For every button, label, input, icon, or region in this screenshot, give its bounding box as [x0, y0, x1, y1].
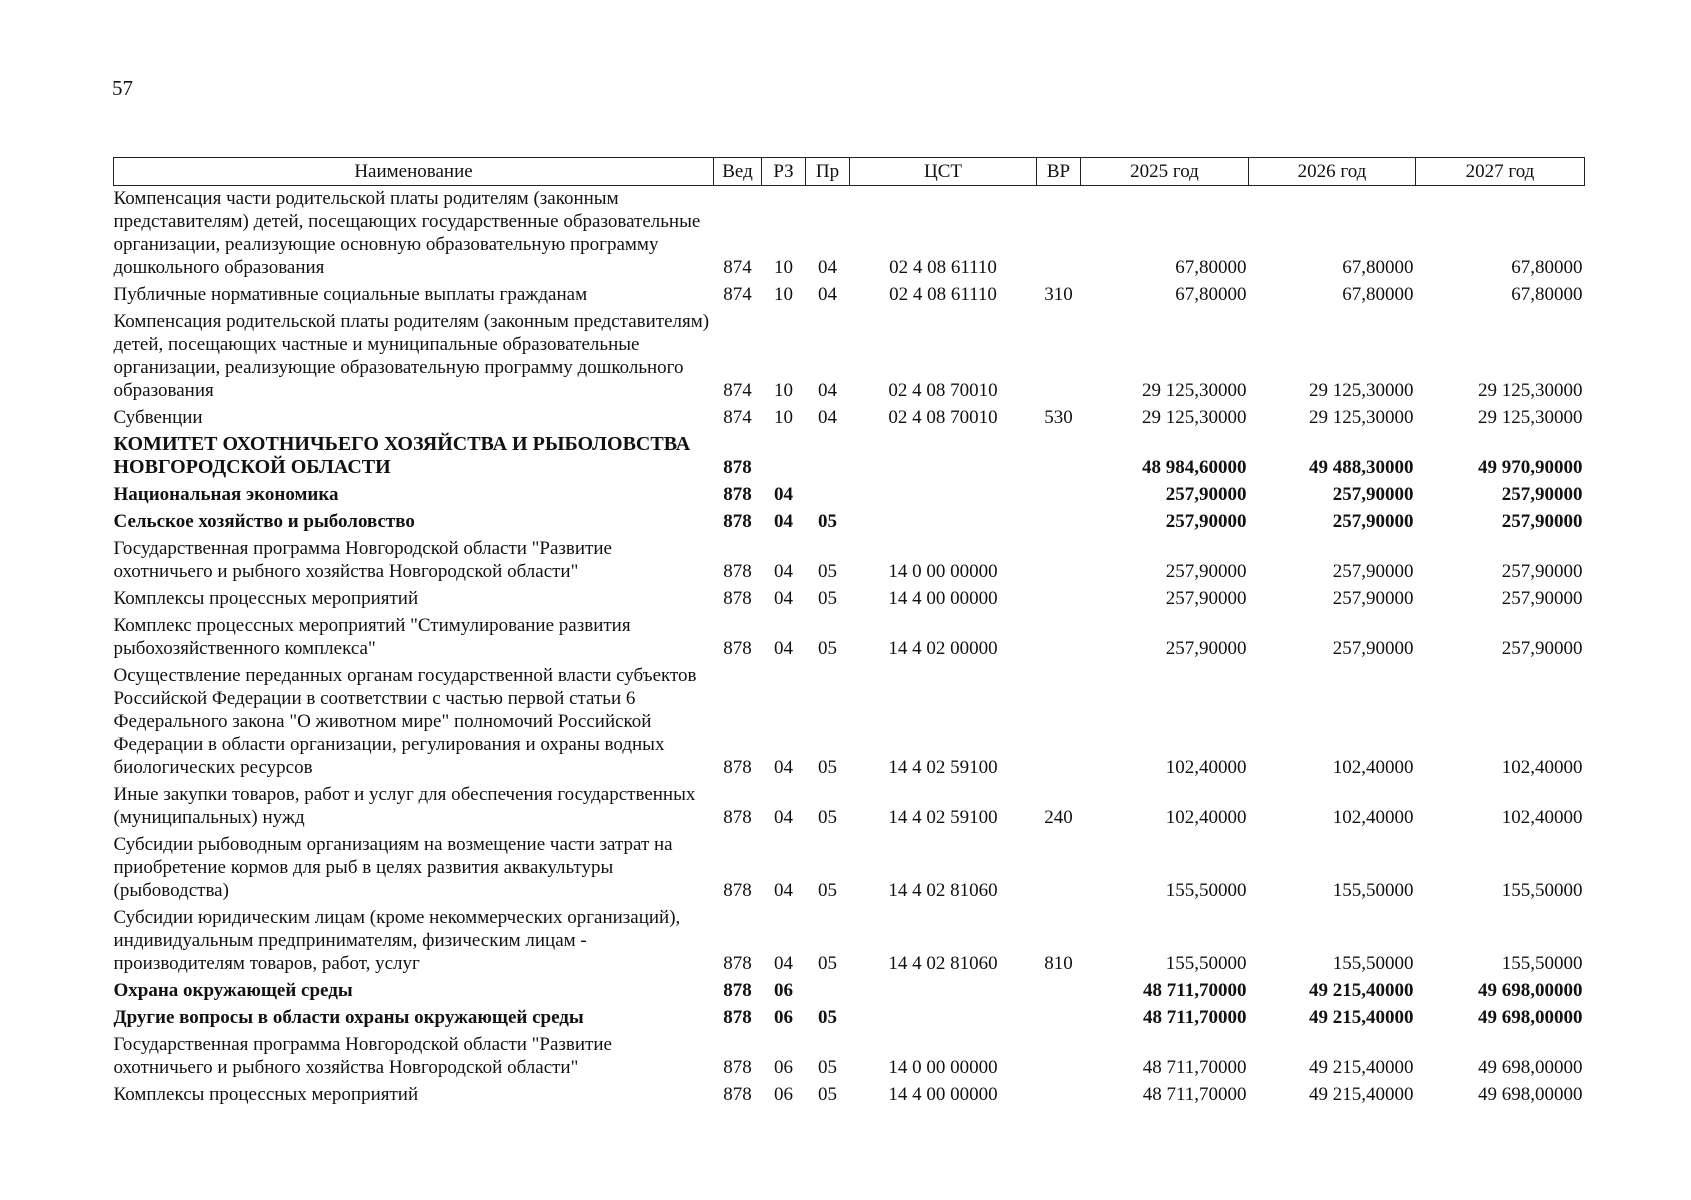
cell-2025: 29 125,30000 [1142, 380, 1247, 401]
cell-vr: 530 [1044, 407, 1073, 428]
cell-name: Комплексы процессных мероприятий [113, 1084, 419, 1105]
table-row [114, 613, 1585, 663]
cell-rz: 10 [774, 257, 793, 278]
cell-ved: 878 [723, 511, 752, 532]
cell-2027: 257,90000 [1501, 561, 1583, 582]
cell-cst: 14 0 00 00000 [888, 561, 998, 582]
cell-2027: 257,90000 [1501, 484, 1583, 505]
cell-name: Субвенции [113, 407, 203, 428]
header-pr: Пр [806, 158, 850, 186]
cell-vr [1037, 586, 1081, 613]
cell-vr [1037, 978, 1081, 1005]
page-number: 57 [112, 76, 133, 100]
cell-rz: 04 [774, 807, 793, 828]
cell-2027: 102,40000 [1501, 757, 1583, 778]
cell-2025: 102,40000 [1165, 757, 1247, 778]
cell-2026: 257,90000 [1332, 484, 1414, 505]
table-body [114, 186, 1585, 1110]
table-row [114, 905, 1585, 978]
cell-2026: 49 215,40000 [1309, 1007, 1414, 1028]
cell-2026: 102,40000 [1332, 757, 1414, 778]
table-row [114, 482, 1585, 509]
table-row [114, 663, 1585, 782]
cell-2026: 257,90000 [1332, 638, 1414, 659]
cell-cst [850, 432, 1037, 482]
cell-vr: 310 [1044, 284, 1073, 305]
cell-cst: 14 4 02 00000 [888, 638, 998, 659]
cell-ved: 878 [723, 807, 752, 828]
cell-cst [850, 482, 1037, 509]
cell-ved: 874 [723, 380, 752, 401]
cell-2026: 155,50000 [1332, 880, 1414, 901]
cell-2026: 49 488,30000 [1309, 457, 1414, 478]
cell-2026: 67,80000 [1342, 257, 1414, 278]
cell-2027: 49 970,90000 [1478, 457, 1583, 478]
cell-2026: 29 125,30000 [1309, 380, 1414, 401]
cell-2027: 29 125,30000 [1478, 407, 1583, 428]
cell-ved: 878 [723, 561, 752, 582]
header-2026: 2026 год [1249, 158, 1416, 186]
table-row [114, 282, 1585, 309]
header-name: Наименование [114, 158, 714, 186]
cell-2027: 257,90000 [1501, 638, 1583, 659]
cell-2026: 49 215,40000 [1309, 1084, 1414, 1105]
cell-rz: 10 [774, 284, 793, 305]
table-row [114, 978, 1585, 1005]
cell-vr [1037, 536, 1081, 586]
cell-cst: 14 4 00 00000 [888, 588, 998, 609]
cell-name: Государственная программа Новгородской области "Развитие охотничьего и рыбного хозяйства Новгородской области" [113, 1034, 612, 1078]
cell-2025: 257,90000 [1165, 638, 1247, 659]
table-header [114, 158, 1585, 186]
cell-2025: 48 711,70000 [1142, 1057, 1247, 1078]
cell-name: Охрана окружающей среды [113, 980, 353, 1001]
cell-pr: 05 [818, 757, 837, 778]
cell-2025: 29 125,30000 [1142, 407, 1247, 428]
cell-2026: 155,50000 [1332, 953, 1414, 974]
cell-2025: 102,40000 [1165, 807, 1247, 828]
cell-2027: 67,80000 [1511, 284, 1583, 305]
cell-name: Публичные нормативные социальные выплаты гражданам [113, 284, 588, 305]
cell-2026: 257,90000 [1332, 511, 1414, 532]
cell-cst: 14 4 00 00000 [888, 1084, 998, 1105]
cell-ved: 878 [723, 484, 752, 505]
cell-ved: 878 [723, 588, 752, 609]
cell-rz: 04 [774, 588, 793, 609]
cell-2027: 155,50000 [1501, 880, 1583, 901]
cell-vr [1037, 832, 1081, 905]
table-row [114, 586, 1585, 613]
cell-vr: 240 [1044, 807, 1073, 828]
cell-name: Сельское хозяйство и рыболовство [113, 511, 415, 532]
cell-2027: 102,40000 [1501, 807, 1583, 828]
cell-pr: 05 [818, 561, 837, 582]
cell-2026: 49 215,40000 [1309, 1057, 1414, 1078]
cell-ved: 878 [723, 1084, 752, 1105]
cell-rz: 06 [774, 980, 793, 1001]
cell-rz: 04 [774, 484, 793, 505]
cell-ved: 878 [723, 638, 752, 659]
cell-2027: 257,90000 [1501, 588, 1583, 609]
cell-rz: 04 [774, 561, 793, 582]
cell-name: Компенсация части родительской платы родителям (законным представителям) детей, посещающих государственные образовательные организации, реализующие основную образовательную программу дошкольного образования [113, 188, 701, 278]
cell-vr [1037, 1032, 1081, 1082]
cell-2025: 48 711,70000 [1143, 1007, 1247, 1028]
cell-2027: 49 698,00000 [1478, 980, 1583, 1001]
header-cst: ЦСТ [850, 158, 1037, 186]
cell-2027: 49 698,00000 [1478, 1057, 1583, 1078]
cell-pr: 05 [818, 807, 837, 828]
table-row [114, 782, 1585, 832]
cell-name: КОМИТЕТ ОХОТНИЧЬЕГО ХОЗЯЙСТВА И РЫБОЛОВСТВА НОВГОРОДСКОЙ ОБЛАСТИ [113, 433, 691, 478]
cell-pr [806, 978, 850, 1005]
cell-2025: 48 711,70000 [1142, 1084, 1247, 1105]
cell-pr: 05 [818, 1007, 837, 1028]
cell-ved: 878 [723, 1007, 752, 1028]
cell-2025: 67,80000 [1175, 284, 1247, 305]
cell-2026: 257,90000 [1332, 588, 1414, 609]
table-row [114, 536, 1585, 586]
cell-2027: 155,50000 [1501, 953, 1583, 974]
cell-pr [806, 432, 850, 482]
cell-rz: 04 [774, 757, 793, 778]
cell-rz: 04 [774, 511, 793, 532]
cell-pr: 05 [818, 880, 837, 901]
table-row [114, 1082, 1585, 1109]
cell-ved: 878 [723, 980, 752, 1001]
cell-cst [850, 509, 1037, 536]
cell-vr [1037, 663, 1081, 782]
table-row [114, 309, 1585, 405]
cell-pr: 05 [818, 1084, 837, 1105]
cell-2025: 48 711,70000 [1143, 980, 1247, 1001]
cell-pr: 04 [818, 257, 837, 278]
cell-rz: 06 [774, 1057, 793, 1078]
cell-pr: 04 [818, 407, 837, 428]
cell-ved: 878 [723, 953, 752, 974]
cell-cst: 02 4 08 61110 [889, 284, 997, 305]
table-row [114, 1005, 1585, 1032]
cell-2027: 257,90000 [1501, 511, 1583, 532]
cell-pr: 05 [818, 1057, 837, 1078]
header-vr: ВР [1037, 158, 1081, 186]
cell-rz [762, 432, 806, 482]
cell-2025: 155,50000 [1165, 953, 1247, 974]
cell-2026: 67,80000 [1342, 284, 1414, 305]
cell-ved: 878 [723, 880, 752, 901]
cell-rz: 04 [774, 638, 793, 659]
header-rz: РЗ [762, 158, 806, 186]
header-ved: Вед [714, 158, 762, 186]
cell-vr [1037, 432, 1081, 482]
cell-pr: 05 [818, 511, 837, 532]
cell-cst: 02 4 08 70010 [888, 407, 998, 428]
table-row [114, 509, 1585, 536]
cell-ved: 878 [723, 457, 752, 478]
cell-cst: 02 4 08 70010 [888, 380, 998, 401]
cell-name: Комплекс процессных мероприятий "Стимулирование развития рыбохозяйственного комплекса" [113, 615, 631, 659]
cell-pr: 04 [818, 284, 837, 305]
table-row [114, 832, 1585, 905]
cell-cst: 14 0 00 00000 [888, 1057, 998, 1078]
cell-pr: 05 [818, 588, 837, 609]
cell-2027: 29 125,30000 [1478, 380, 1583, 401]
cell-rz: 06 [774, 1084, 793, 1105]
cell-cst: 02 4 08 61110 [889, 257, 997, 278]
cell-ved: 878 [723, 757, 752, 778]
budget-table [113, 157, 1585, 1109]
cell-2026: 29 125,30000 [1309, 407, 1414, 428]
cell-name: Комплексы процессных мероприятий [113, 588, 419, 609]
cell-rz: 06 [774, 1007, 793, 1028]
cell-2025: 67,80000 [1175, 257, 1247, 278]
cell-cst: 14 4 02 81060 [888, 880, 998, 901]
cell-2025: 257,90000 [1165, 484, 1247, 505]
cell-rz: 10 [774, 407, 793, 428]
table-row [114, 405, 1585, 432]
cell-2027: 49 698,00000 [1478, 1084, 1583, 1105]
cell-pr [806, 482, 850, 509]
cell-2025: 155,50000 [1165, 880, 1247, 901]
cell-2027: 67,80000 [1511, 257, 1583, 278]
cell-name: Государственная программа Новгородской области "Развитие охотничьего и рыбного хозяйства Новгородской области" [113, 538, 612, 582]
header-2025: 2025 год [1081, 158, 1249, 186]
cell-2025: 257,90000 [1165, 511, 1247, 532]
cell-cst: 14 4 02 81060 [888, 953, 998, 974]
cell-2025: 257,90000 [1165, 561, 1247, 582]
table-row [114, 1032, 1585, 1082]
table-row [114, 432, 1585, 482]
cell-2027: 49 698,00000 [1478, 1007, 1583, 1028]
cell-ved: 874 [723, 284, 752, 305]
cell-vr: 810 [1044, 953, 1073, 974]
cell-2026: 257,90000 [1332, 561, 1414, 582]
cell-2025: 257,90000 [1165, 588, 1247, 609]
cell-name: Субсидии юридическим лицам (кроме некоммерческих организаций), индивидуальным предпринимателям, физическим лицам - производителям товаров, работ, услуг [113, 907, 681, 974]
cell-cst [850, 978, 1037, 1005]
header-row [114, 158, 1585, 186]
cell-2025: 48 984,60000 [1142, 457, 1247, 478]
cell-vr [1037, 186, 1081, 283]
cell-vr [1037, 1082, 1081, 1109]
cell-rz: 10 [774, 380, 793, 401]
cell-vr [1037, 509, 1081, 536]
cell-cst: 14 4 02 59100 [888, 757, 998, 778]
cell-2026: 102,40000 [1332, 807, 1414, 828]
header-2027: 2027 год [1416, 158, 1585, 186]
cell-vr [1037, 309, 1081, 405]
cell-vr [1037, 1005, 1081, 1032]
cell-ved: 878 [723, 1057, 752, 1078]
cell-name: Компенсация родительской платы родителям (законным представителям) детей, посещающих частные и муниципальные образовательные организации, реализующие образовательную программу дошкольного образования [113, 311, 710, 401]
cell-pr: 04 [818, 380, 837, 401]
cell-vr [1037, 482, 1081, 509]
cell-ved: 874 [723, 407, 752, 428]
cell-name: Осуществление переданных органам государственной власти субъектов Российской Федерации в соответствии с частью первой статьи 6 Федерального закона "О животном мире" полномочий Российской Федерации в области организации, регулирования и охраны водных биологических ресурсов [113, 665, 697, 778]
cell-vr [1037, 613, 1081, 663]
cell-2026: 49 215,40000 [1309, 980, 1414, 1001]
table-row [114, 186, 1585, 283]
cell-name: Субсидии рыбоводным организациям на возмещение части затрат на приобретение кормов для рыб в целях развития аквакультуры (рыбоводства) [113, 834, 673, 901]
cell-rz: 04 [774, 880, 793, 901]
cell-name: Другие вопросы в области охраны окружающей среды [113, 1007, 584, 1028]
cell-rz: 04 [774, 953, 793, 974]
cell-name: Иные закупки товаров, работ и услуг для обеспечения государственных (муниципальных) нужд [113, 784, 696, 828]
cell-cst [850, 1005, 1037, 1032]
cell-ved: 874 [723, 257, 752, 278]
cell-name: Национальная экономика [113, 484, 339, 505]
cell-cst: 14 4 02 59100 [888, 807, 998, 828]
cell-pr: 05 [818, 953, 837, 974]
cell-pr: 05 [818, 638, 837, 659]
